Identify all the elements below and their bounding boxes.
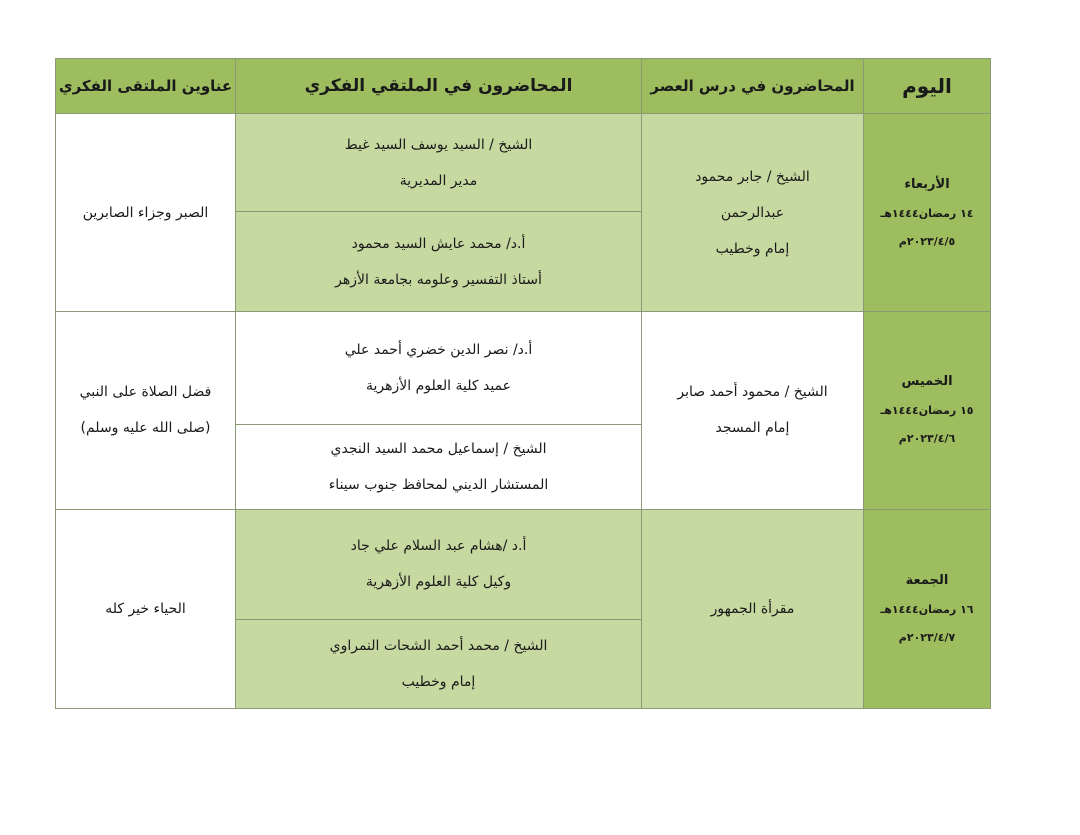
day-cell	[864, 509, 991, 708]
lecturer-role: وكيل كلية العلوم الأزهرية	[365, 574, 512, 591]
lecturer-role: أستاذ التفسير وعلومه بجامعة الأزهر	[335, 271, 542, 288]
hijri-date: ١٦ رمضان١٤٤٤هـ	[880, 602, 974, 616]
header-asr-lecturers: المحاضرون في درس العصر	[642, 59, 864, 114]
header-forum-titles: عناوين الملتقى الفكري	[56, 59, 236, 114]
gregorian-date: ٢٠٢٣/٤/٧م	[898, 630, 956, 644]
asr-lecturer-line: مقرأة الجمهور	[710, 600, 795, 617]
forum-lecturer-cell	[236, 619, 642, 708]
table-row	[56, 312, 991, 424]
lecturer-name: أ.د/ محمد عايش السيد محمود	[351, 235, 526, 252]
asr-lecturer-line: إمام وخطيب	[715, 240, 790, 257]
forum-title: فضل الصلاة على النبي	[79, 384, 212, 401]
day-cell	[864, 114, 991, 312]
header-day: اليوم	[864, 59, 991, 114]
asr-lecturer-cell	[642, 509, 864, 708]
schedule-table	[55, 58, 991, 709]
lecturer-name: الشيخ / السيد يوسف السيد غيط	[344, 136, 533, 153]
hijri-date: ١٥ رمضان١٤٤٤هـ	[880, 404, 974, 418]
forum-title: الحياء خير كله	[105, 600, 186, 617]
lecturer-role: عميد كلية العلوم الأزهرية	[366, 377, 511, 394]
lecturer-role: إمام وخطيب	[401, 673, 476, 690]
asr-lecturer-line: عبدالرحمن	[720, 204, 785, 221]
lecturer-role: المستشار الديني لمحافظ جنوب سيناء	[328, 476, 549, 493]
forum-lecturer-cell	[236, 212, 642, 312]
table-row	[56, 114, 991, 212]
lecturer-name: الشيخ / محمد أحمد الشحات النمراوي	[329, 637, 548, 654]
header-forum-lecturers: المحاضرون في الملتقي الفكري	[236, 59, 642, 114]
forum-lecturer-cell	[236, 114, 642, 212]
asr-lecturer-line: إمام المسجد	[715, 420, 790, 437]
lecturer-role: مدير المديرية	[399, 172, 478, 189]
forum-title-cell	[56, 509, 236, 708]
forum-title-cell	[56, 312, 236, 509]
forum-title: (صلى الله عليه وسلم)	[80, 420, 211, 437]
gregorian-date: ٢٠٢٣/٤/٥م	[898, 234, 956, 248]
day-name: الأربعاء	[904, 176, 950, 192]
lecturer-name: أ.د/ نصر الدين خضري أحمد علي	[344, 341, 533, 358]
hijri-date: ١٤ رمضان١٤٤٤هـ	[880, 206, 974, 220]
lecturer-name: الشيخ / إسماعيل محمد السيد النجدي	[330, 440, 547, 457]
forum-title-cell	[56, 114, 236, 312]
asr-lecturer-line: الشيخ / محمود أحمد صابر	[677, 384, 828, 401]
forum-lecturer-cell	[236, 312, 642, 424]
forum-lecturer-cell	[236, 424, 642, 509]
day-name: الخميس	[901, 374, 953, 390]
lecturer-name: أ.د /هشام عبد السلام علي جاد	[350, 538, 527, 555]
asr-lecturer-cell	[642, 114, 864, 312]
day-cell	[864, 312, 991, 509]
day-name: الجمعة	[905, 572, 949, 588]
asr-lecturer-line: الشيخ / جابر محمود	[695, 168, 810, 185]
forum-lecturer-cell	[236, 509, 642, 619]
header-row	[56, 59, 991, 114]
asr-lecturer-cell	[642, 312, 864, 509]
gregorian-date: ٢٠٢٣/٤/٦م	[898, 432, 956, 446]
table-row	[56, 509, 991, 619]
forum-title: الصبر وجزاء الصابرين	[82, 204, 209, 221]
